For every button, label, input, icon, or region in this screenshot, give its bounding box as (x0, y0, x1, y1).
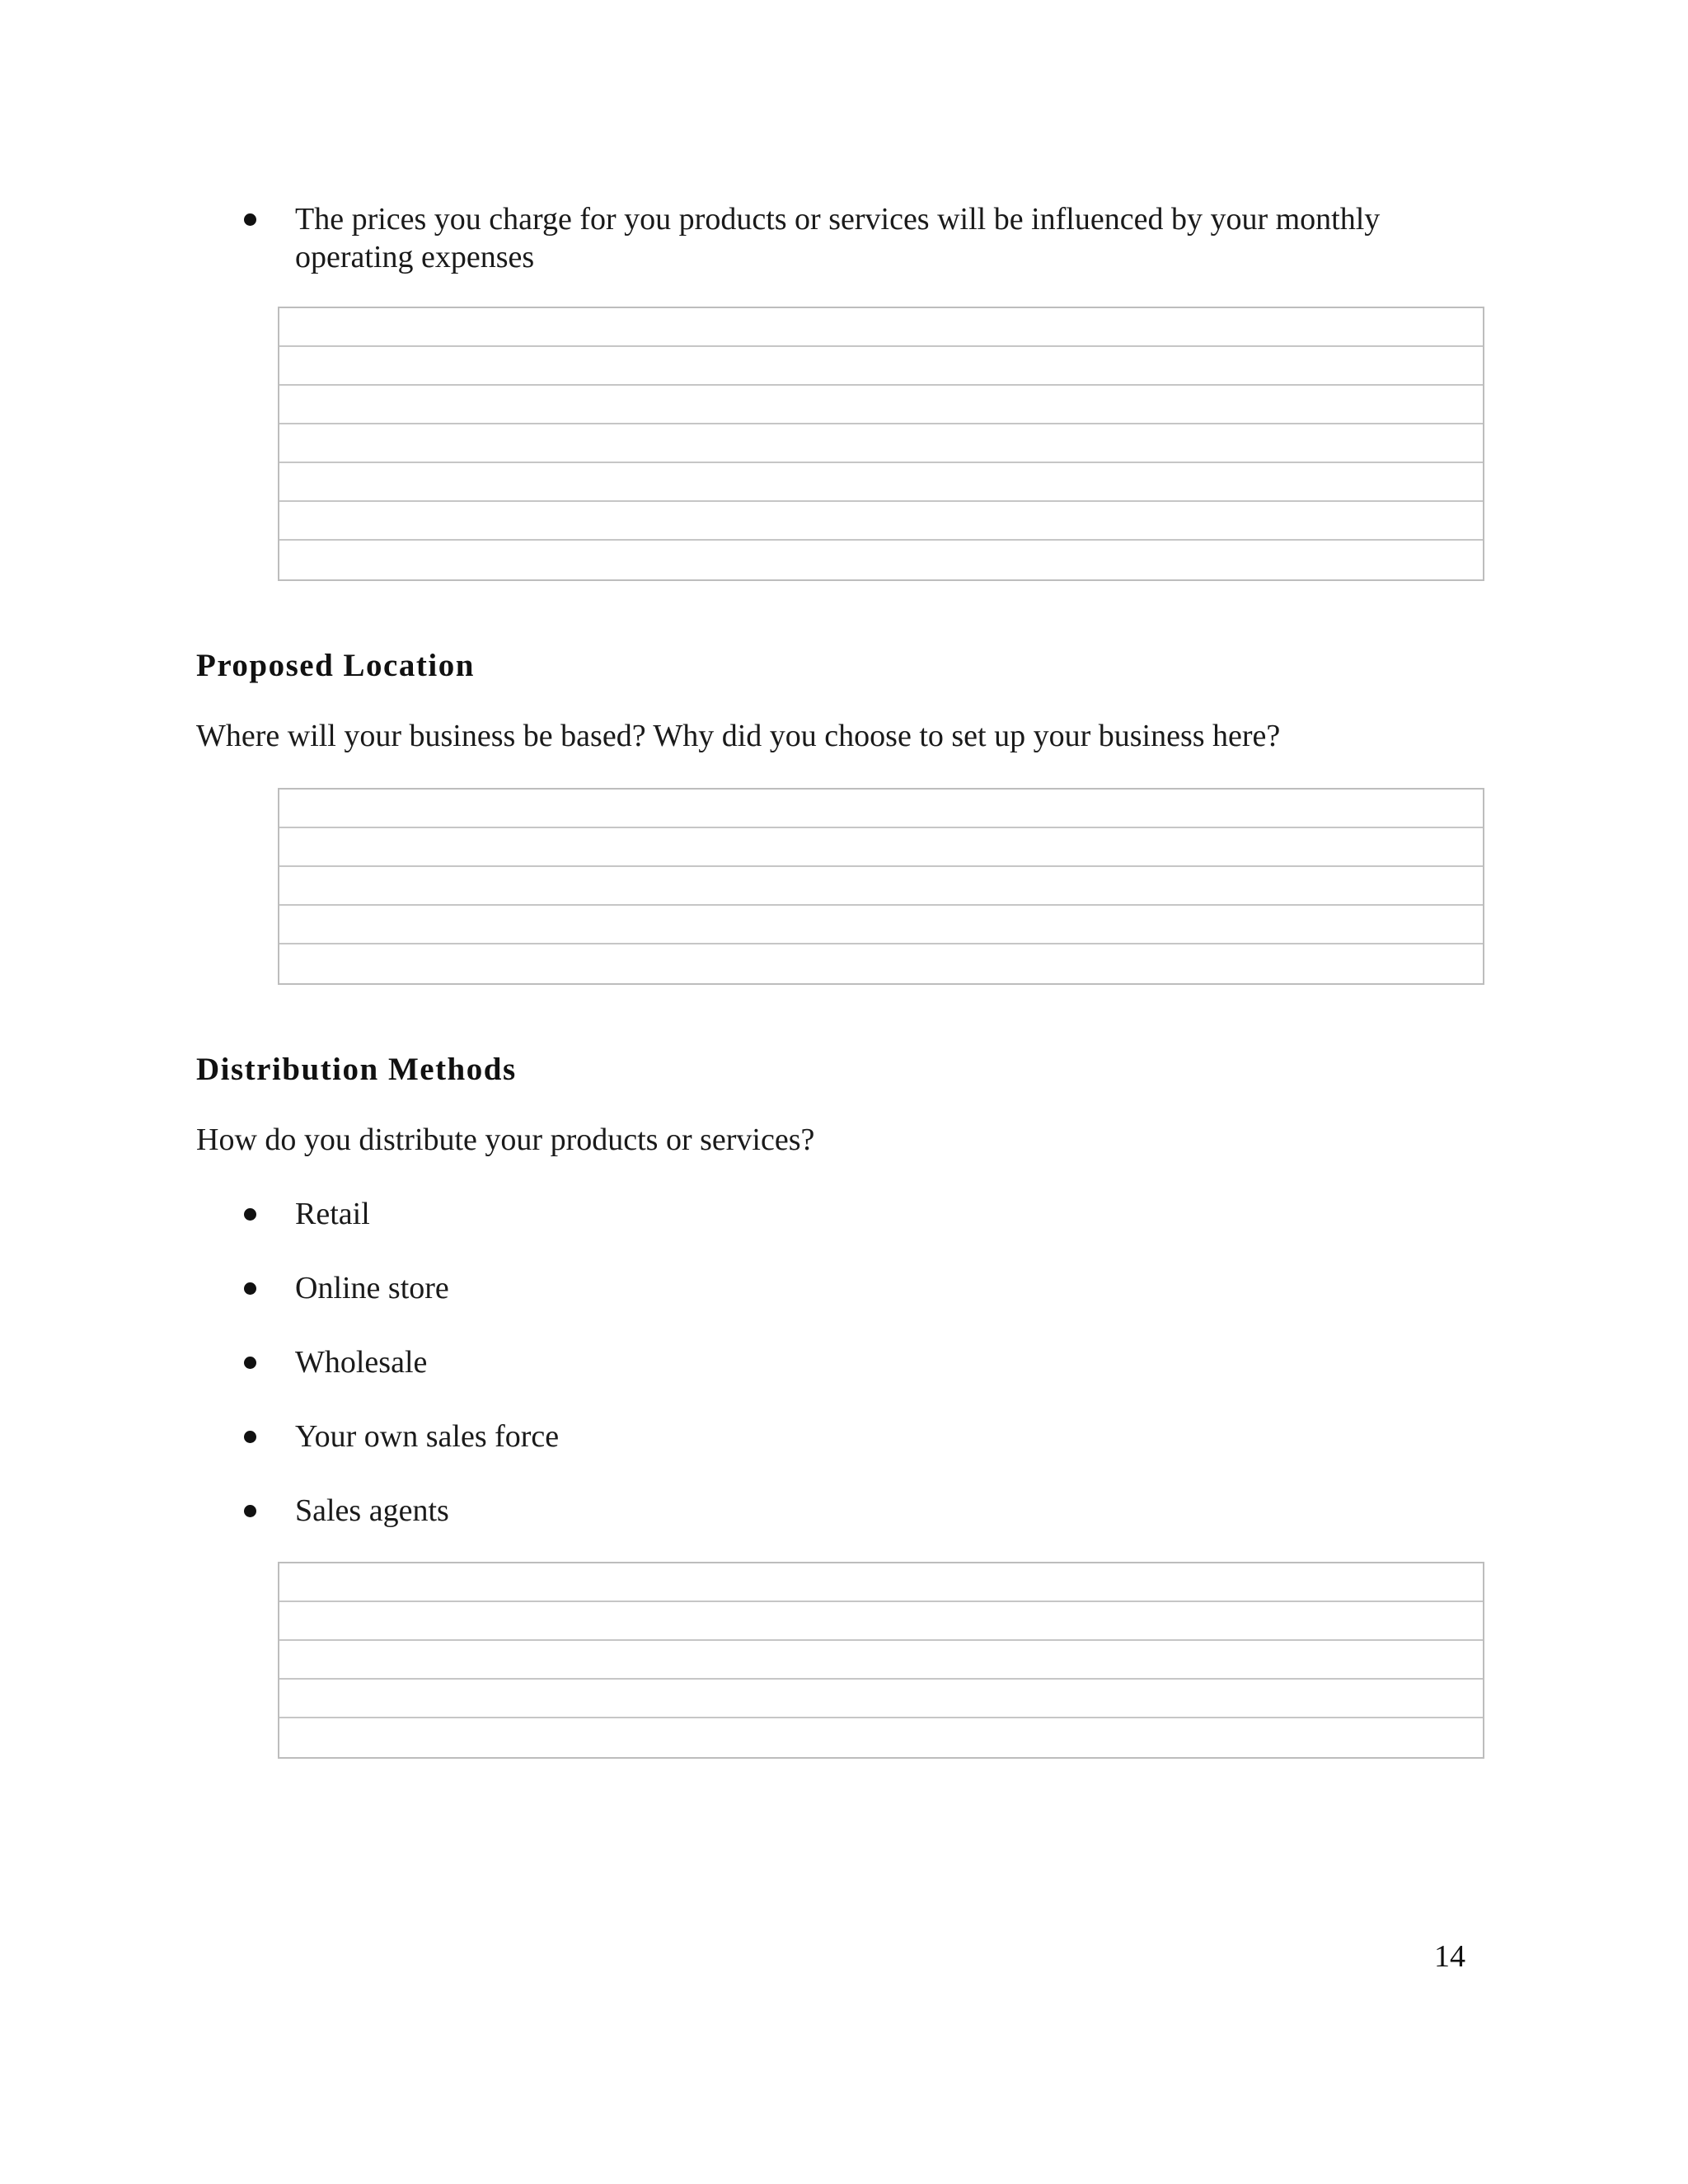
distribution-option-label: Online store (295, 1271, 449, 1305)
bullet-icon (244, 1282, 256, 1295)
answer-line[interactable] (279, 502, 1483, 541)
answer-line[interactable] (279, 463, 1483, 502)
distribution-option-label: Retail (295, 1197, 370, 1231)
answer-line[interactable] (279, 906, 1483, 944)
distribution-answer-box[interactable] (278, 1562, 1484, 1759)
distribution-option-label: Sales agents (295, 1493, 449, 1528)
answer-line[interactable] (279, 1563, 1483, 1602)
answer-line[interactable] (279, 1718, 1483, 1757)
answer-line[interactable] (279, 308, 1483, 347)
answer-line[interactable] (279, 790, 1483, 828)
pricing-bullet-line-1: The prices you charge for you products or services will be influenced by your monthly (295, 202, 1381, 237)
distribution-methods-heading: Distribution Methods (196, 1052, 517, 1087)
answer-line[interactable] (279, 1641, 1483, 1680)
bullet-icon (244, 1505, 256, 1517)
answer-line[interactable] (279, 1602, 1483, 1641)
page-number: 14 (1434, 1939, 1465, 1974)
answer-line[interactable] (279, 347, 1483, 386)
answer-line[interactable] (279, 828, 1483, 867)
pricing-bullet-line-2: operating expenses (295, 240, 535, 274)
bullet-icon (244, 1357, 256, 1369)
bullet-icon (244, 213, 256, 226)
proposed-location-heading: Proposed Location (196, 648, 475, 683)
answer-line[interactable] (279, 944, 1483, 983)
answer-line[interactable] (279, 424, 1483, 463)
location-question: Where will your business be based? Why did you choose to set up your business here? (196, 719, 1281, 753)
bullet-icon (244, 1431, 256, 1443)
answer-line[interactable] (279, 1680, 1483, 1718)
answer-line[interactable] (279, 541, 1483, 579)
answer-line[interactable] (279, 867, 1483, 906)
distribution-question: How do you distribute your products or services? (196, 1122, 815, 1157)
distribution-option-label: Your own sales force (295, 1419, 560, 1454)
pricing-answer-box[interactable] (278, 307, 1484, 581)
distribution-option-label: Wholesale (295, 1345, 428, 1380)
answer-line[interactable] (279, 386, 1483, 424)
location-answer-box[interactable] (278, 788, 1484, 985)
bullet-icon (244, 1208, 256, 1221)
